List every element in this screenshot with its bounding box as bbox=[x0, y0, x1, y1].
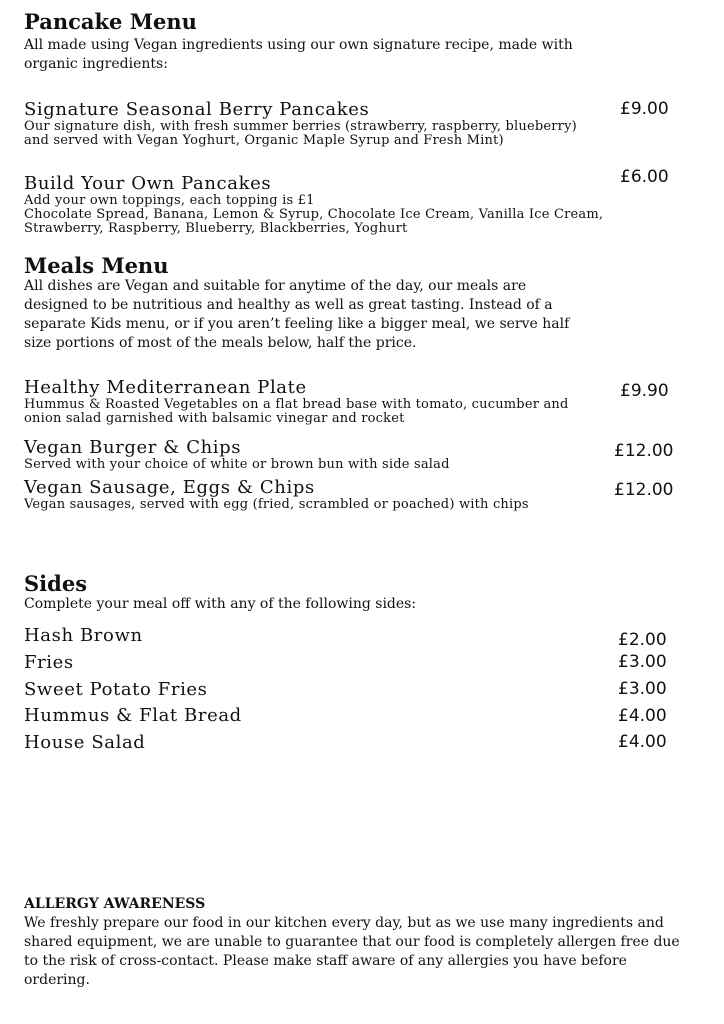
allergy-text: We freshly prepare our food in our kitchen every day, but as we use many ingredients and shared equipment, we are unable to guarantee that our food is completely allergen free due to the risk of cross-contact. Please make staff aware of any allergies you have before ordering. bbox=[24, 915, 680, 988]
item-price: £9.90 bbox=[620, 381, 669, 401]
side-item-name: Fries bbox=[24, 652, 74, 673]
item-name: Vegan Burger & Chips bbox=[24, 437, 242, 458]
item-description-toppings: Chocolate Spread, Banana, Lemon & Syrup, Chocolate Ice Cream, Vanilla Ice Cream, Strawberry, Raspberry, Blueberry, Blackberries, Yoghurt bbox=[24, 207, 604, 236]
sides-title: Sides bbox=[24, 571, 88, 596]
pancake-menu-intro: All made using Vegan ingredients using our own signature recipe, made with organic ingredients: bbox=[24, 37, 573, 72]
item-name: Build Your Own Pancakes bbox=[24, 173, 272, 194]
side-item-name: House Salad bbox=[24, 732, 146, 753]
item-price: £9.00 bbox=[620, 99, 669, 119]
meals-menu-title: Meals Menu bbox=[24, 253, 169, 278]
item-name: Healthy Mediterranean Plate bbox=[24, 377, 307, 398]
item-price: £12.00 bbox=[614, 480, 674, 500]
side-item-price: £2.00 bbox=[618, 630, 667, 650]
side-item-name: Sweet Potato Fries bbox=[24, 679, 208, 700]
item-price: £6.00 bbox=[620, 167, 669, 187]
item-name: Signature Seasonal Berry Pancakes bbox=[24, 99, 370, 120]
item-description: Add your own toppings, each topping is £1 bbox=[24, 193, 315, 208]
item-price: £12.00 bbox=[614, 441, 674, 461]
menu-item bbox=[24, 438, 604, 472]
sides-intro: Complete your meal off with any of the following sides: bbox=[24, 596, 417, 612]
item-name: Vegan Sausage, Eggs & Chips bbox=[24, 477, 315, 498]
side-item-price: £4.00 bbox=[618, 732, 667, 752]
menu-item bbox=[24, 174, 604, 236]
item-description: Vegan sausages, served with egg (fried, scrambled or poached) with chips bbox=[24, 497, 529, 512]
side-item-name: Hash Brown bbox=[24, 625, 143, 646]
menu-item bbox=[24, 100, 604, 148]
side-item-name: Hummus & Flat Bread bbox=[24, 705, 242, 726]
allergy-title: ALLERGY AWARENESS bbox=[24, 896, 206, 912]
side-item-price: £3.00 bbox=[618, 679, 667, 699]
side-item-price: £4.00 bbox=[618, 706, 667, 726]
side-item-price: £3.00 bbox=[618, 652, 667, 672]
menu-item bbox=[24, 478, 544, 512]
menu-item bbox=[24, 378, 604, 426]
item-description: Served with your choice of white or brown bun with side salad bbox=[24, 457, 450, 472]
meals-menu-intro: All dishes are Vegan and suitable for anytime of the day, our meals are designed to be nutritious and healthy as well as great tasting. Instead of a separate Kids menu, or if you aren’t feeling like a bigger meal, we serve half size portions of most of the meals below, half the price. bbox=[24, 278, 570, 351]
item-description: Hummus & Roasted Vegetables on a flat bread base with tomato, cucumber and onion salad garnished with balsamic vinegar and rocket bbox=[24, 397, 569, 426]
item-description: Our signature dish, with fresh summer berries (strawberry, raspberry, blueberry) and served with Vegan Yoghurt, Organic Maple Syrup and Fresh Mint) bbox=[24, 119, 577, 148]
pancake-menu-title: Pancake Menu bbox=[24, 9, 197, 34]
